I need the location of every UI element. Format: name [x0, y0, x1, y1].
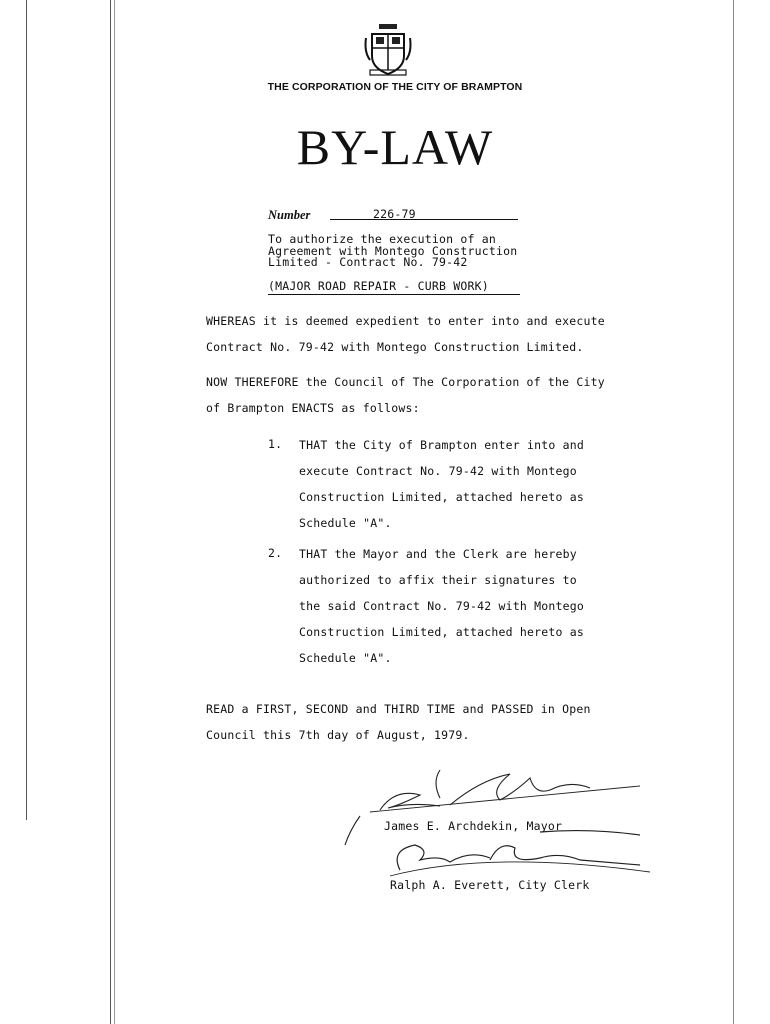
bylaw-number-value: 226-79	[373, 207, 416, 221]
clause-line: THAT the Mayor and the Clerk are hereby	[299, 547, 577, 561]
read-line: Council this 7th day of August, 1979.	[206, 728, 470, 742]
clerk-signature-icon	[390, 831, 650, 876]
clause-line: authorized to affix their signatures to	[299, 573, 577, 587]
corporation-heading: THE CORPORATION OF THE CITY OF BRAMPTON	[267, 81, 523, 93]
mayor-signature-icon	[345, 770, 640, 845]
page-title: BY-LAW	[296, 119, 494, 175]
clause-text	[299, 541, 629, 671]
purpose-text	[268, 234, 548, 269]
bylaw-number-underline	[330, 219, 518, 220]
now-therefore-line: of Brampton ENACTS as follows:	[206, 401, 420, 415]
clause-number: 2.	[268, 546, 283, 560]
subtitle-underline	[268, 294, 520, 295]
whereas-line: WHEREAS it is deemed expedient to enter into and execute	[206, 314, 605, 328]
mayor-signature-name: James E. Archdekin, Mayor	[384, 819, 563, 833]
whereas-line: Contract No. 79-42 with Montego Construction Limited.	[206, 340, 584, 354]
city-crest-icon	[362, 22, 414, 78]
clause-line: execute Contract No. 79-42 with Montego	[299, 464, 577, 478]
purpose-line: Agreement with Montego Construction	[268, 243, 518, 258]
purpose-subtitle: (MAJOR ROAD REPAIR - CURB WORK)	[268, 279, 489, 293]
clause-line: Construction Limited, attached hereto as	[299, 490, 584, 504]
clause-line: the said Contract No. 79-42 with Montego	[299, 599, 584, 613]
now-therefore-paragraph	[206, 369, 646, 421]
clause-text	[299, 432, 629, 536]
clause-line: Schedule "A".	[299, 651, 392, 665]
clerk-signature-name: Ralph A. Everett, City Clerk	[390, 878, 590, 892]
clause-line: Schedule "A".	[299, 516, 392, 530]
clause-line: THAT the City of Brampton enter into and	[299, 438, 584, 452]
read-paragraph	[206, 696, 646, 748]
clause-number: 1.	[268, 437, 283, 451]
clause-line: Construction Limited, attached hereto as	[299, 625, 584, 639]
purpose-line: To authorize the execution of an	[268, 232, 496, 246]
read-line: READ a FIRST, SECOND and THIRD TIME and PASSED in Open	[206, 702, 591, 716]
now-therefore-line: NOW THEREFORE the Council of The Corporation of the City	[206, 375, 605, 389]
whereas-paragraph	[206, 308, 646, 360]
bylaw-number-label: Number	[268, 208, 311, 222]
purpose-line: Limited - Contract No. 79-42	[268, 255, 468, 269]
